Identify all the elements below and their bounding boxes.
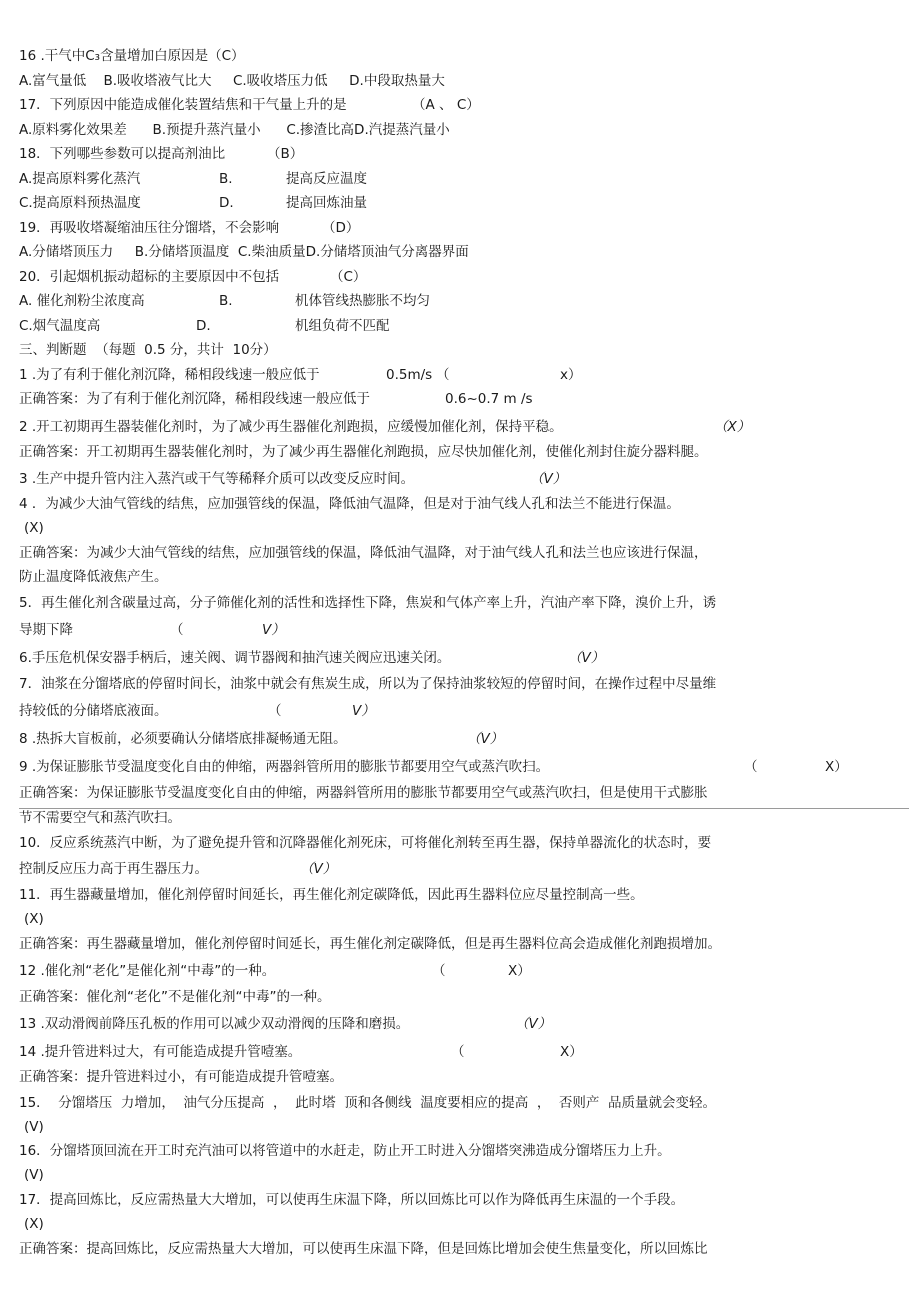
question-20-option-d: 机组负荷不匹配 xyxy=(295,318,390,334)
tf-question-14-paren: （ xyxy=(451,1044,465,1060)
tf-question-4: 4 ．为减少大油气管线的结焦，应加强管线的保温，降低油气温降，但是对于油气线人孔和法兰不能进行保温。 xyxy=(19,496,680,512)
tf-question-14-mark: X） xyxy=(560,1044,583,1060)
question-18-option-d-label: D. xyxy=(219,195,234,211)
tf-answer-9-line2: 节不需要空气和蒸汽吹扫。 xyxy=(19,810,181,826)
question-16: 16 .干气中C₃含量增加白原因是（C） xyxy=(19,48,245,64)
tf-question-16: 16．分馏塔顶回流在开工时充汽油可以将管道中的水赶走，防止开工时进入分馏塔突沸造成分馏塔压力上升。 xyxy=(19,1143,671,1159)
tf-question-7-line1: 7．油浆在分馏塔底的停留时间长，油浆中就会有焦炭生成，所以为了保持油浆较短的停留时间，在操作过程中尽量维 xyxy=(19,676,717,692)
question-18-option-c: C.提高原料预热温度 xyxy=(19,195,141,211)
question-20-answer: （C） xyxy=(330,269,367,285)
tf-question-10-line1: 10．反应系统蒸汽中断，为了避免提升管和沉降器催化剂死床，可将催化剂转至再生器，保持单器流化的状态时，要 xyxy=(19,835,712,851)
tf-question-5-mark: V） xyxy=(262,622,285,638)
question-20-option-b: 机体管线热膨胀不均匀 xyxy=(295,293,430,309)
tf-answer-1-value: 0.6~0.7 m /s xyxy=(445,391,533,407)
tf-answer-4-line2: 防止温度降低液焦产生。 xyxy=(19,569,168,585)
tf-answer-4-line1: 正确答案：为减少大油气管线的结焦，应加强管线的保温，降低油气温降，对于油气线人孔和法兰也应该进行保温， xyxy=(19,545,708,561)
question-20-option-b-label: B. xyxy=(219,293,233,309)
section-3-title: 三、判断题 （每题 0.5 分，共计 10分） xyxy=(19,342,277,358)
tf-question-3: 3 .生产中提升管内注入蒸汽或干气等稀释介质可以改变反应时间。 xyxy=(19,471,415,487)
tf-answer-17: 正确答案：提高回炼比，反应需热量大大增加，可以使再生床温下降，但是回炼比增加会使生焦量变化，所以回炼比 xyxy=(19,1241,708,1257)
question-17-answer: （A 、 C） xyxy=(412,97,480,113)
tf-answer-9-line1: 正确答案：为保证膨胀节受温度变化自由的伸缩，两器斜管所用的膨胀节都要用空气或蒸汽吹扫，但是使用干式膨胀 xyxy=(19,785,708,801)
tf-question-1-value: 0.5m/s xyxy=(386,367,433,383)
question-18-option-d: 提高回炼油量 xyxy=(286,195,367,211)
question-18-option-a: A.提高原料雾化蒸汽 xyxy=(19,171,141,187)
tf-answer-2: 正确答案：开工初期再生器装催化剂时，为了减少再生器催化剂跑损，应尽快加催化剂，使催化剂封住旋分器料腿。 xyxy=(19,444,708,460)
tf-question-17: 17．提高回炼比，反应需热量大大增加，可以使再生床温下降，所以回炼比可以作为降低再生床温的一个手段。 xyxy=(19,1192,685,1208)
tf-question-12: 12 .催化剂“老化”是催化剂“中毒”的一种。 xyxy=(19,963,276,979)
tf-question-5-line1: 5．再生催化剂含碳量过高，分子筛催化剂的活性和选择性下降，焦炭和气体产率上升，汽油产率下降，溴价上升，诱 xyxy=(19,595,717,611)
question-18-option-b: 提高反应温度 xyxy=(286,171,367,187)
question-19-options: A.分储塔顶压力 B.分储塔顶温度 C.柴油质量D.分储塔顶油气分离器界面 xyxy=(19,244,469,260)
tf-answer-14: 正确答案：提升管进料过小，有可能造成提升管噎塞。 xyxy=(19,1069,343,1085)
tf-question-16-mark: (V) xyxy=(24,1167,44,1183)
tf-question-1-paren: （ xyxy=(436,367,450,383)
tf-question-9-mark: X） xyxy=(825,759,848,775)
tf-question-9-paren: （ xyxy=(744,759,758,775)
question-18: 18．下列哪些参数可以提高剂油比 xyxy=(19,146,226,162)
tf-question-5-line2: 导期下降 xyxy=(19,622,73,638)
tf-question-12-paren: （ xyxy=(432,963,446,979)
question-20-option-a: A. 催化剂粉尘浓度高 xyxy=(19,293,145,309)
tf-answer-11: 正确答案：再生器藏量增加，催化剂停留时间延长，再生催化剂定碳降低，但是再生器料位高会造成催化剂跑损增加。 xyxy=(19,936,721,952)
tf-question-13: 13 .双动滑阀前降压孔板的作用可以减少双动滑阀的压降和磨损。 xyxy=(19,1016,410,1032)
tf-question-1-mark: x） xyxy=(560,367,582,383)
tf-question-5-paren: （ xyxy=(170,622,184,638)
tf-question-8-mark: （V） xyxy=(467,731,504,747)
question-17: 17．下列原因中能造成催化装置结焦和干气量上升的是 xyxy=(19,97,347,113)
tf-question-8: 8 .热拆大盲板前，必须要确认分储塔底排凝畅通无阻。 xyxy=(19,731,347,747)
question-17-options: A.原料雾化效果差 B.预提升蒸汽量小 C.掺渣比高D.汽提蒸汽量小 xyxy=(19,122,450,138)
tf-question-15: 15． 分馏塔压 力增加， 油气分压提高 ， 此时塔 顶和各侧线 温度要相应的提高 ， 否则产 品质量就会变轻。 xyxy=(19,1095,717,1111)
tf-question-13-mark: （V） xyxy=(515,1016,552,1032)
tf-question-2: 2 .开工初期再生器装催化剂时，为了减少再生器催化剂跑损，应缓慢加催化剂，保持平稳。 xyxy=(19,419,563,435)
tf-question-14: 14 .提升管进料过大，有可能造成提升管噎塞。 xyxy=(19,1044,302,1060)
tf-question-7-paren: （ xyxy=(268,703,282,719)
question-20-option-d-label: D. xyxy=(196,318,211,334)
tf-question-2-mark: （X） xyxy=(714,419,751,435)
tf-question-17-mark: (X) xyxy=(24,1216,44,1232)
tf-question-15-mark: (V) xyxy=(24,1119,44,1135)
tf-question-10-mark: （V） xyxy=(300,861,337,877)
question-18-answer: （B） xyxy=(267,146,304,162)
tf-question-4-mark: (X) xyxy=(24,520,44,536)
question-19: 19．再吸收塔凝缩油压往分馏塔，不会影响 xyxy=(19,220,280,236)
tf-question-10-line2: 控制反应压力高于再生器压力。 xyxy=(19,861,208,877)
tf-question-6-mark: （V） xyxy=(568,650,605,666)
tf-question-11: 11．再生器藏量增加，催化剂停留时间延长，再生催化剂定碳降低，因此再生器料位应尽量控制高一些。 xyxy=(19,887,644,903)
tf-question-7-mark: V） xyxy=(352,703,375,719)
tf-answer-1: 正确答案：为了有利于催化剂沉降，稀相段线速一般应低于 xyxy=(19,391,370,407)
question-20-option-c: C.烟气温度高 xyxy=(19,318,101,334)
tf-question-11-mark: (X) xyxy=(24,911,44,927)
tf-question-9: 9 .为保证膨胀节受温度变化自由的伸缩，两器斜管所用的膨胀节都要用空气或蒸汽吹扫。 xyxy=(19,759,550,775)
tf-question-12-mark: X） xyxy=(508,963,531,979)
tf-question-3-mark: （V） xyxy=(530,471,567,487)
tf-question-7-line2: 持较低的分储塔底液面。 xyxy=(19,703,168,719)
question-16-options: A.富气量低 B.吸收塔液气比大 C.吸收塔压力低 D.中段取热量大 xyxy=(19,73,445,89)
tf-question-6: 6.手压危机保安器手柄后，速关阀、调节器阀和抽汽速关阀应迅速关闭。 xyxy=(19,650,451,666)
question-19-answer: （D） xyxy=(322,220,360,236)
tf-question-1: 1 .为了有利于催化剂沉降，稀相段线速一般应低于 xyxy=(19,367,320,383)
tf-answer-12: 正确答案：催化剂“老化”不是催化剂“中毒”的一种。 xyxy=(19,989,331,1005)
question-18-option-b-label: B. xyxy=(219,171,233,187)
question-20: 20．引起烟机振动超标的主要原因中不包括 xyxy=(19,269,280,285)
